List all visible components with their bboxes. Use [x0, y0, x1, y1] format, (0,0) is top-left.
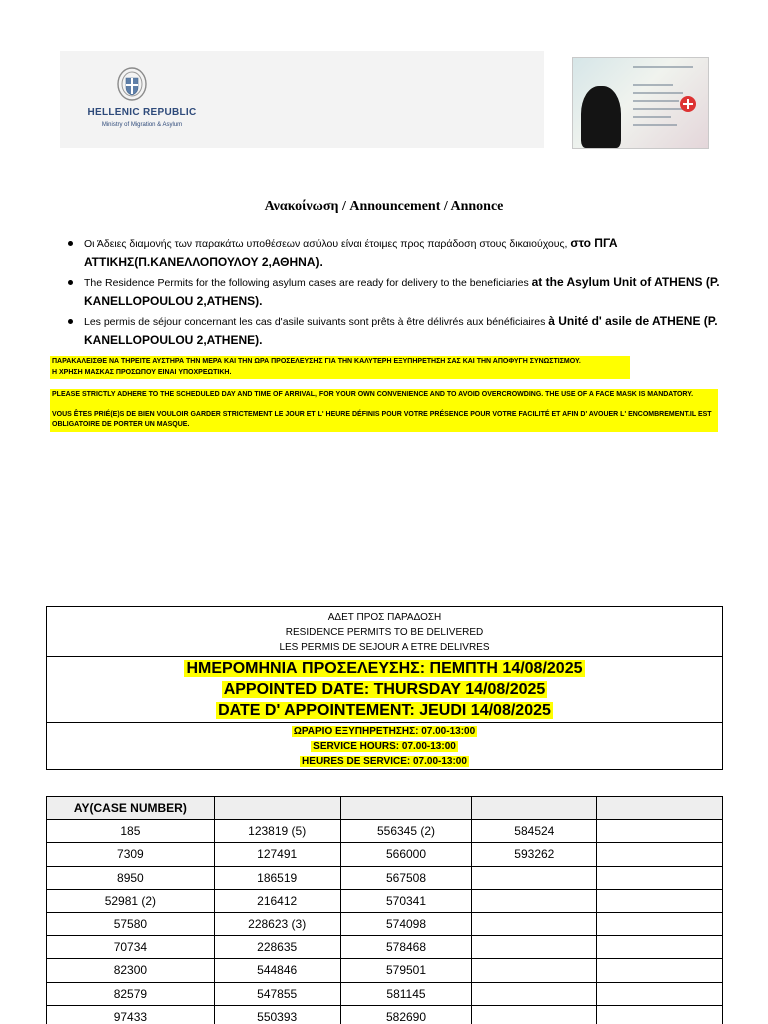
case-number-cell: 574098 [340, 912, 472, 935]
bullet-greek: Οι Άδειες διαμονής των παρακάτω υποθέσεων ασύλου είναι έτοιμες προς παράδοση στους δικαιούχους, στο ΠΓΑ ΑΤΤΙΚΗΣ(Π.ΚΑΝΕΛΛΟΠΟΥΛΟΥ 2,ΑΘΗΝΑ). [66, 235, 726, 272]
bullet-english: The Residence Permits for the following asylum cases are ready for delivery to the beneficiaries at the Asylum Unit of ATHENS (P. KANELLOPOULOU 2,ATHENS). [66, 274, 726, 311]
case-number-cell: 584524 [472, 820, 597, 843]
case-number-cell: 82300 [47, 959, 215, 982]
case-number-cell [597, 912, 723, 935]
case-number-cell: 52981 (2) [47, 889, 215, 912]
table-header-cell [214, 797, 340, 820]
case-number-cell [597, 820, 723, 843]
notice-greek: ΠΑΡΑΚΑΛΕΙΣΘΕ ΝΑ ΤΗΡΕΙΤΕ ΑΥΣΤΗΡΑ ΤΗΝ ΜΕΡΑ ΚΑΙ ΤΗΝ ΩΡΑ ΠΡΟΣΕΛΕΥΣΗΣ ΓΙΑ ΤΗΝ ΚΑΛΥΤΕΡΗ ΕΞΥΠΗΡΕΤΗΣΗ ΣΑΣ ΚΑΙ ΤΗΝ ΑΠΟΦΥΓΗ ΣΥΝΩΣΤΙΣΜΟΥ. Η ΧΡΗΣΗ ΜΑΣΚΑΣ ΠΡΟΣΩΠΟΥ ΕΙΝΑΙ ΥΠΟΧΡΕΩΤΙΚΗ. [50, 356, 630, 379]
republic-name: HELLENIC REPUBLIC [87, 107, 197, 118]
notice-english-french [50, 389, 718, 432]
table-header-row [47, 797, 723, 820]
case-number-cell: 82579 [47, 982, 215, 1005]
table-header-cell [472, 797, 597, 820]
table-header-cell: AY(CASE NUMBER) [47, 797, 215, 820]
residence-permit-card-image [572, 57, 709, 149]
table-row [47, 820, 723, 843]
announcement-title: Ανακοίνωση / Announcement / Annonce [264, 199, 504, 214]
case-number-cell: 567508 [340, 866, 472, 889]
case-number-cell [472, 889, 597, 912]
appointment-box [46, 606, 723, 770]
case-number-cell [472, 936, 597, 959]
case-number-cell: 581145 [340, 982, 472, 1005]
table-row [47, 889, 723, 912]
case-number-cell [472, 866, 597, 889]
case-number-cell: 579501 [340, 959, 472, 982]
case-number-cell: 7309 [47, 843, 215, 866]
permits-header: ΑΔΕΤ ΠΡΟΣ ΠΑΡΑΔΟΣΗ RESIDENCE PERMITS TO BE DELIVERED LES PERMIS DE SEJOUR A ETRE DELIVRES [47, 607, 722, 657]
table-body [47, 820, 723, 1024]
case-number-cell: 8950 [47, 866, 215, 889]
table-row [47, 936, 723, 959]
table-row [47, 912, 723, 935]
case-number-cell: 185 [47, 820, 215, 843]
case-number-cell: 570341 [340, 889, 472, 912]
case-number-cell [472, 982, 597, 1005]
case-number-cell [597, 982, 723, 1005]
case-number-cell: 216412 [214, 889, 340, 912]
case-number-cell [597, 843, 723, 866]
case-number-cell: 228635 [214, 936, 340, 959]
greek-coat-of-arms-icon [116, 66, 148, 102]
case-number-cell [472, 1005, 597, 1024]
table-row [47, 982, 723, 1005]
case-number-cell [472, 959, 597, 982]
case-number-cell: 544846 [214, 959, 340, 982]
case-number-cell [597, 866, 723, 889]
case-number-cell: 556345 (2) [340, 820, 472, 843]
announcement-bullets [66, 235, 726, 352]
ministry-name: Ministry of Migration & Asylum [101, 122, 183, 128]
case-number-cell: 550393 [214, 1005, 340, 1024]
case-number-cell: 123819 (5) [214, 820, 340, 843]
case-number-cell: 547855 [214, 982, 340, 1005]
case-number-cell [472, 912, 597, 935]
case-number-cell: 582690 [340, 1005, 472, 1024]
case-number-cell [597, 959, 723, 982]
case-number-cell: 228623 (3) [214, 912, 340, 935]
case-number-cell: 97433 [47, 1005, 215, 1024]
case-number-cell: 593262 [472, 843, 597, 866]
table-row [47, 1005, 723, 1024]
table-row [47, 843, 723, 866]
case-number-cell: 186519 [214, 866, 340, 889]
table-row [47, 959, 723, 982]
bullet-french: Les permis de séjour concernant les cas d'asile suivants sont prêts à être délivrés aux bénéficiaires à Unité d' asile de ATHENE (P. KANELLOPOULOU 2,ATHENE). [66, 313, 726, 350]
case-number-cell [597, 1005, 723, 1024]
appointment-date: ΗΜΕΡΟΜΗΝΙΑ ΠΡΟΣΕΛΕΥΣΗΣ: ΠΕΜΠΤΗ 14/08/2025 APPOINTED DATE: THURSDAY 14/08/2025 DATE D' APPOINTEMENT: JEUDI 14/08/2025 [47, 657, 722, 723]
case-number-cell: 578468 [340, 936, 472, 959]
case-numbers-table [46, 796, 723, 1024]
case-number-cell: 566000 [340, 843, 472, 866]
case-number-cell [597, 936, 723, 959]
case-number-cell: 70734 [47, 936, 215, 959]
table-header-cell [597, 797, 723, 820]
case-number-cell: 127491 [214, 843, 340, 866]
notice-french: VOUS ÊTES PRIÉ(E)S DE BIEN VOULOIR GARDER STRICTEMENT LE JOUR ET L' HEURE DÉFINIS POUR VOTRE PRÉSENCE POUR VOTRE FACILITÉ ET AFIN D' AVOUER L' ENCOMBREMENT.IL EST OBLIGATOIRE DE PORTER UN MASQUE. [52, 410, 712, 428]
table-header-cell [340, 797, 472, 820]
service-hours: ΩΡΑΡΙΟ ΕΞΥΠΗΡΕΤΗΣΗΣ: 07.00-13:00 SERVICE HOURS: 07.00-13:00 HEURES DE SERVICE: 07.00-13:00 [293, 726, 476, 767]
redacted-photo [581, 86, 621, 148]
case-number-cell [597, 889, 723, 912]
swiss-cross-icon [680, 96, 696, 112]
notice-english: PLEASE STRICTLY ADHERE TO THE SCHEDULED DAY AND TIME OF ARRIVAL, FOR YOUR OWN CONVENIENCE AND TO AVOID OVERCROWDING. THE USE OF A FACE MASK IS MANDATORY. [52, 391, 694, 398]
ministry-header-banner [60, 51, 544, 148]
case-number-cell: 57580 [47, 912, 215, 935]
table-row [47, 866, 723, 889]
